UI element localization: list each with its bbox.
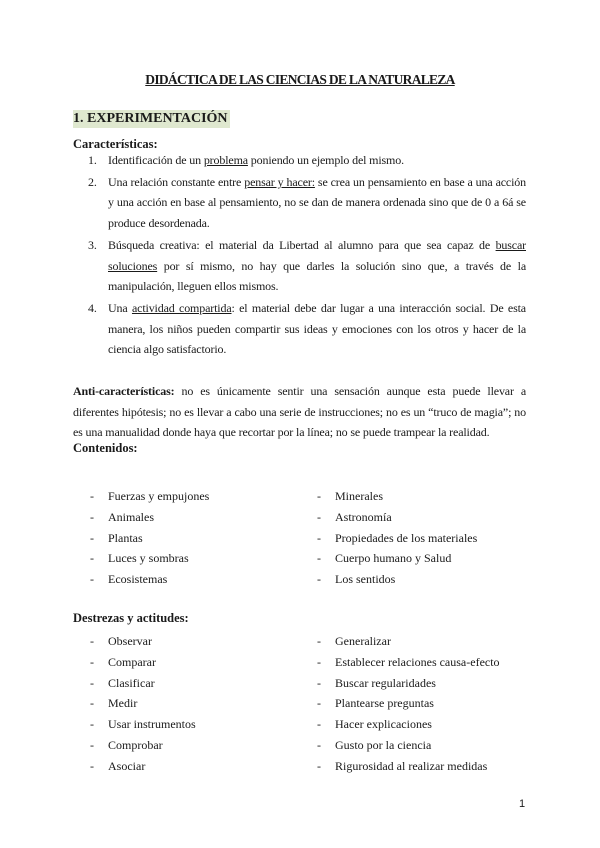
- contenidos-right-list: [300, 486, 477, 590]
- list-item: - Generalizar: [317, 634, 391, 648]
- list-item: - Propiedades de los materiales: [317, 530, 478, 545]
- destrezas-heading: Destrezas y actitudes:: [73, 611, 189, 625]
- list-item: - Fuerzas y empujones: [90, 489, 210, 503]
- destrezas-right-list: [300, 631, 500, 777]
- list-item: 1. Identificación de un problema poniendo un ejemplo del mismo.: [88, 153, 404, 167]
- list-item: - Buscar regularidades: [317, 675, 436, 690]
- page-number: 1: [519, 798, 526, 810]
- anti-caracteristicas-paragraph: Anti-características: no es únicamente sentir una sensación aunque esta puede llevar a diferentes hipótesis; no es llevar a cabo una serie de instrucciones; no es un “truco de magia”; no es una manualidad donde haya que recortar por la línea; no se puede trampear la realidad.: [73, 384, 526, 439]
- list-item: - Clasificar: [90, 675, 155, 690]
- destrezas-left-list: [73, 631, 196, 777]
- caracteristicas-heading: Características:: [73, 137, 158, 151]
- list-item: - Cuerpo humano y Salud: [317, 551, 452, 566]
- contenidos-heading: Contenidos:: [73, 441, 138, 455]
- list-item: 2. Una relación constante entre pensar y hacer: se crea un pensamiento en base a una acción y una acción en base al pensamiento, no se dan de manera ordenada sino que de 0 a 6á se produce desordenada.: [88, 174, 526, 231]
- list-item: - Plantas: [90, 530, 143, 545]
- list-item: 4. Una actividad compartida: el material debe dar lugar a una interacción social. De esta manera, los niños pueden compartir sus ideas y emociones con los otros y hacer de la ciencia algo satisfactorio.: [88, 300, 526, 357]
- list-item: - Comparar: [90, 654, 156, 669]
- list-item: - Los sentidos: [317, 572, 396, 587]
- list-item: - Rigurosidad al realizar medidas: [317, 758, 488, 773]
- section-heading: 1. EXPERIMENTACIÓN: [73, 111, 228, 126]
- list-item: - Astronomía: [317, 509, 392, 524]
- contenidos-left-list: [73, 486, 209, 590]
- list-item: - Establecer relaciones causa-efecto: [317, 654, 500, 669]
- caracteristicas-list: [73, 150, 526, 360]
- list-item: - Usar instrumentos: [90, 717, 196, 732]
- list-item: - Minerales: [317, 489, 383, 503]
- list-item: - Observar: [90, 634, 152, 648]
- list-item: - Hacer explicaciones: [317, 717, 432, 732]
- list-item: 3. Búsqueda creativa: el material da Libertad al alumno para que sea capaz de buscar soluciones por sí mismo, no hay que darles la solución sino que, a través de la manipulación, lleguen ellos mismos.: [88, 237, 526, 294]
- list-item: - Plantearse preguntas: [317, 696, 434, 711]
- list-item: - Asociar: [90, 758, 146, 773]
- document-title: DIDÁCTICA DE LAS CIENCIAS DE LA NATURALEZA: [145, 72, 455, 87]
- list-item: - Gusto por la ciencia: [317, 737, 432, 752]
- list-item: - Medir: [90, 696, 138, 711]
- list-item: - Luces y sombras: [90, 551, 189, 566]
- list-item: - Animales: [90, 509, 154, 524]
- list-item: - Comprobar: [90, 737, 163, 752]
- list-item: - Ecosistemas: [90, 572, 168, 587]
